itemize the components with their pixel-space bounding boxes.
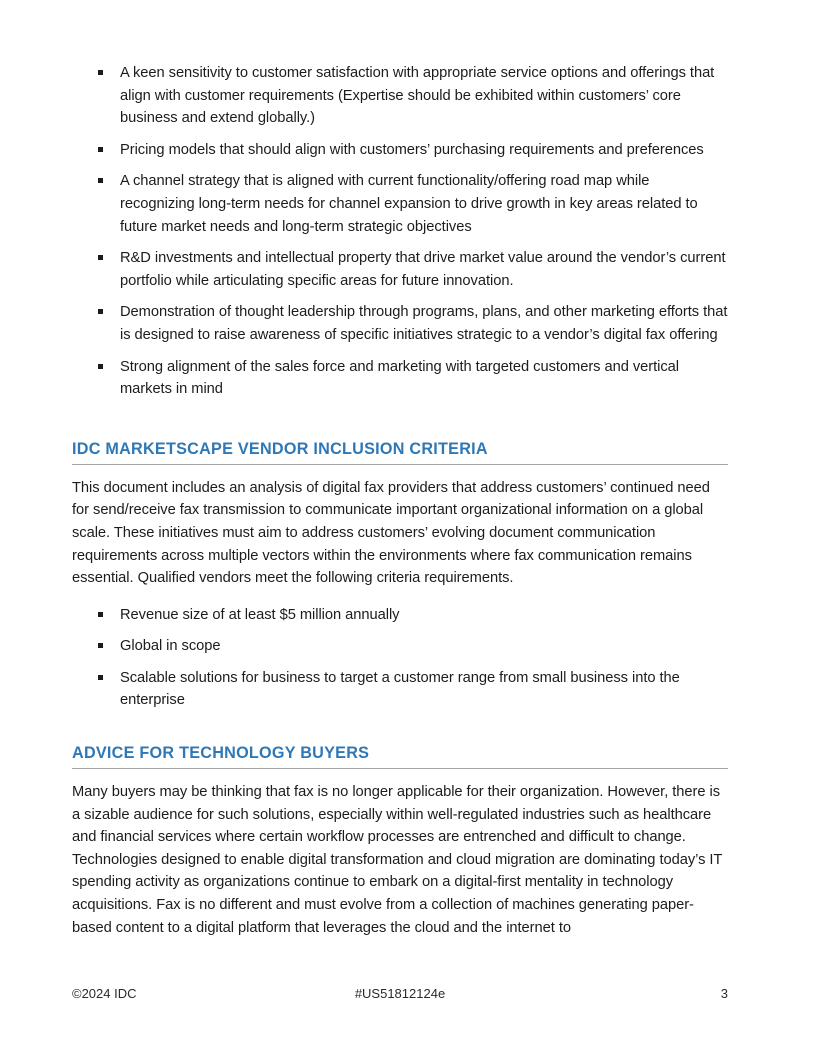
spacer	[72, 590, 728, 604]
list-item-text: A keen sensitivity to customer satisfaction with appropriate service options and offerings that align with customer requirements (Expertise should be exhibited within customers’ core business and extend globally.)	[120, 65, 715, 127]
spacer	[72, 401, 728, 439]
list-item	[72, 247, 728, 292]
footer-page-number: 3	[720, 986, 728, 1001]
list-item-text: Revenue size of at least $5 million annually	[120, 606, 400, 623]
list-item	[72, 139, 728, 162]
footer-copyright: ©2024 IDC	[72, 986, 137, 1001]
square-bullet-icon	[98, 356, 108, 379]
list-item-text: R&D investments and intellectual property that drive market value around the vendor’s current portfolio while articulating specific areas for future innovation.	[120, 250, 726, 289]
list-item-text: Strong alignment of the sales force and marketing with targeted customers and vertical markets in mind	[120, 358, 680, 398]
square-bullet-icon	[98, 604, 108, 627]
inclusion-criteria-list	[72, 604, 728, 712]
paragraph-advice: Many buyers may be thinking that fax is no longer applicable for their organization. However, there is a sizable audience for such solutions, especially within well-regulated industries such as healthcare and financial services where certain workflow processes are entrenched and difficult to change. Technologies designed to enable digital transformation and cloud migration are dominating today’s IT spending activity as organizations continue to embark on a digital-first mentality in technology acquisitions. Fax is no different and must evolve from a collection of machines generating paper-based content to a digital platform that leverages the cloud and the internet to	[72, 784, 723, 936]
square-bullet-icon	[98, 635, 108, 658]
list-item-text: Demonstration of thought leadership through programs, plans, and other marketing efforts that is designed to raise awareness of specific initiatives strategic to a vendor’s digital fax offering	[120, 304, 728, 343]
page-footer	[72, 984, 728, 1004]
vendor-criteria-list	[72, 62, 728, 401]
square-bullet-icon	[98, 301, 108, 324]
square-bullet-icon	[98, 170, 108, 193]
list-item-text: Scalable solutions for business to target a customer range from small business into the enterprise	[120, 669, 680, 709]
square-bullet-icon	[98, 667, 108, 690]
square-bullet-icon	[98, 247, 108, 270]
square-bullet-icon	[98, 62, 108, 85]
list-item	[72, 356, 728, 401]
list-item	[72, 604, 728, 627]
list-item	[72, 62, 728, 130]
footer-document-number: #US51812124e	[354, 986, 446, 1001]
list-item	[72, 667, 728, 712]
spacer	[72, 712, 728, 743]
page-content	[72, 62, 728, 939]
section-heading-inclusion-criteria: IDC MARKETSCAPE VENDOR INCLUSION CRITERIA	[72, 439, 728, 465]
list-item-text: Pricing models that should align with customers’ purchasing requirements and preferences	[120, 141, 704, 158]
list-item	[72, 170, 728, 238]
square-bullet-icon	[98, 139, 108, 162]
paragraph-inclusion-criteria: This document includes an analysis of digital fax providers that address customers’ continued need for send/receive fax transmission to communicate important organizational information on a global scale. These initiatives must aim to address customers’ evolving document communication requirements across multiple vectors within the environments where fax communication remains essential. Qualified vendors meet the following criteria requirements.	[72, 479, 710, 587]
spacer	[72, 465, 728, 477]
spacer	[72, 769, 728, 781]
list-item-text: Global in scope	[120, 638, 221, 655]
section-heading-advice: ADVICE FOR TECHNOLOGY BUYERS	[72, 743, 728, 769]
list-item-text: A channel strategy that is aligned with current functionality/offering road map while recognizing long-term needs for channel expansion to drive growth in key areas related to future market needs and long-term strategic objectives	[120, 173, 698, 235]
list-item	[72, 635, 728, 658]
list-item	[72, 301, 728, 346]
